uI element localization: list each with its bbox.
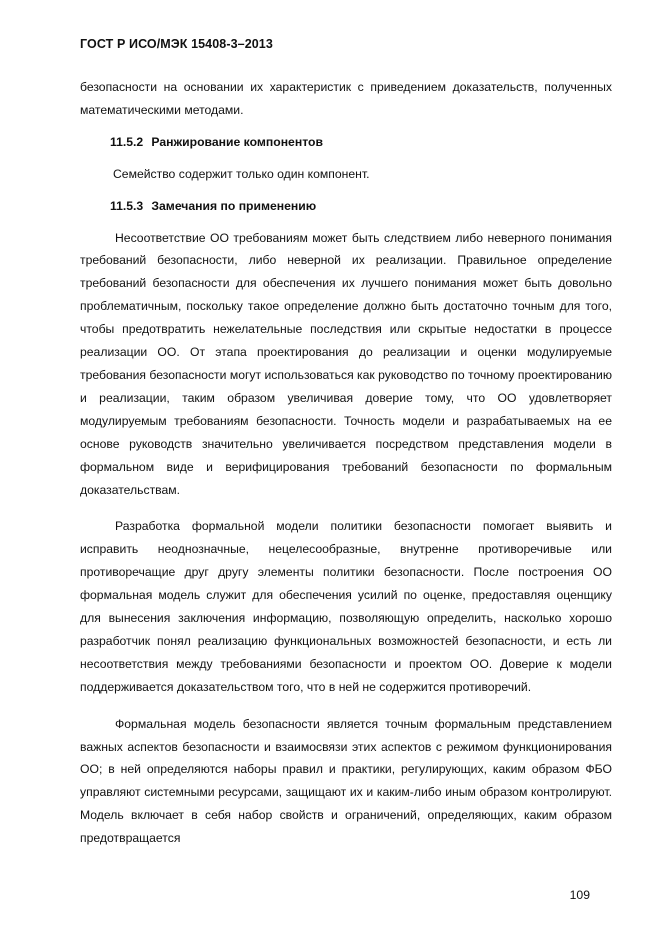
paragraph: Несоответствие ОО требованиям может быть следствием либо неверного понимания требований безопасности, либо неверной их реализации. Правильное определение требований безопасности для обеспечения их лучшего понимания может быть довольно проблематичным, поскольку такое определение должно быть достаточно точным для того, чтобы предотвратить нежелательные последствия или скрытые недостатки в процессе реализации ОО. От этапа проектирования до реализации и оценки модулируемые требования безопасности могут использоваться как руководство по точному проектированию и реализации, таким образом увеличивая доверие тому, что ОО удовлетворяет модулируемым требованиям безопасности. Точность модели и разрабатываемых на ее основе руководств значительно увеличивается посредством представления модели в формальном виде и верифицирования требований безопасности по формальным доказательствам. bbox=[80, 230, 612, 497]
section-heading-ranking bbox=[80, 131, 612, 154]
document-header: ГОСТ Р ИСО/МЭК 15408-3–2013 bbox=[80, 37, 273, 51]
section-text: Семейство содержит только один компонент. bbox=[113, 166, 370, 181]
section-number: 11.5.3 bbox=[110, 198, 144, 213]
page-number: 109 bbox=[569, 888, 590, 902]
section-title: Замечания по применению bbox=[151, 198, 317, 213]
page-content bbox=[80, 76, 612, 850]
section-title: Ранжирование компонентов bbox=[151, 134, 323, 149]
section-heading-notes bbox=[80, 195, 612, 218]
section-number: 11.5.2 bbox=[110, 134, 144, 149]
paragraph: Формальная модель безопасности является точным формальным представлением важных аспектов безопасности и взаимосвязи этих аспектов с режимом функционирования ОО; в ней определяются наборы правил и практики, регулирующих, каким образом ФБО управляют системными ресурсами, защищают их и каким-либо иным образом контролируют. Модель включает в себя набор свойств и ограничений, определяющих, каким образом предотвращается bbox=[80, 716, 612, 846]
intro-paragraph: безопасности на основании их характеристик с приведением доказательств, полученных математическими методами. bbox=[80, 80, 612, 117]
paragraph: Разработка формальной модели политики безопасности помогает выявить и исправить неоднозначные, нецелесообразные, внутренне противоречивые или противоречащие друг другу элементы политики безопасности. После построения ОО формальная модель служит для обеспечения усилий по оценке, предоставляя оценщику для вынесения заключения информацию, позволяющую определить, насколько хорошо разработчик понял реализацию функциональных возможностей безопасности, и есть ли несоответствия между требованиями безопасности и проектом ОО. Доверие к модели поддерживается доказательством того, что в ней не содержится противоречий. bbox=[80, 519, 612, 694]
